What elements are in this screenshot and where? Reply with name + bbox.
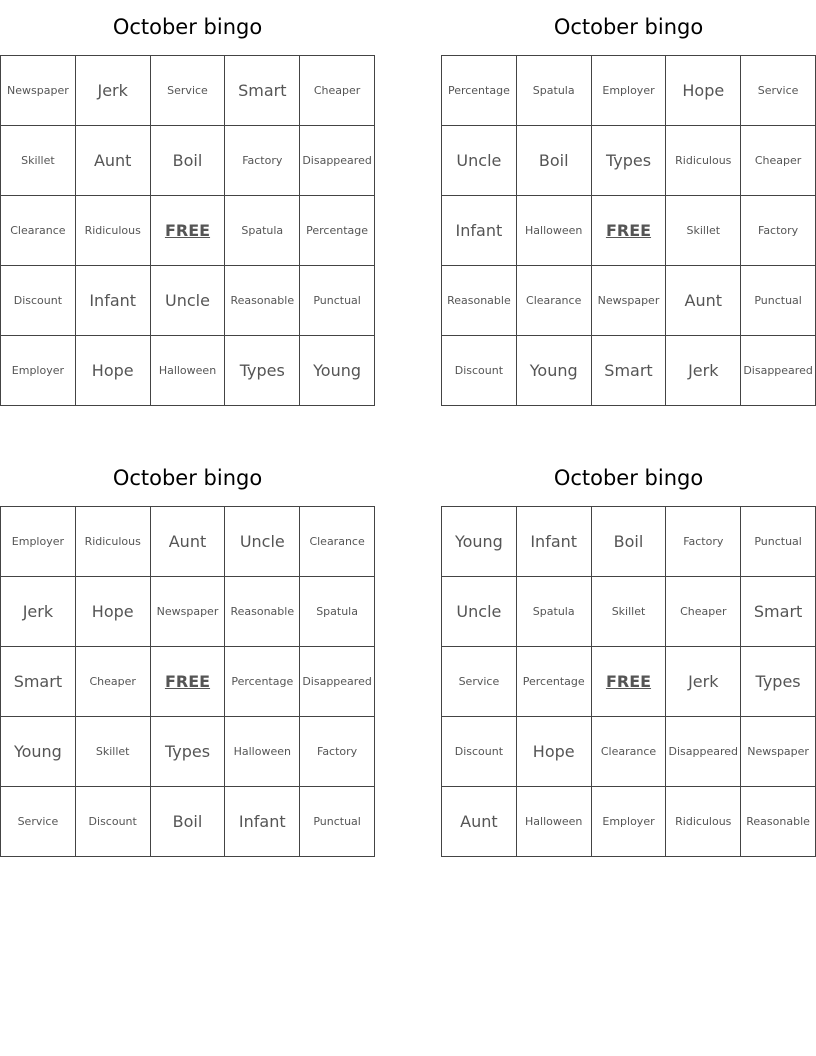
bingo-cell: Newspaper	[151, 577, 226, 647]
bingo-cell: Smart	[225, 56, 300, 126]
bingo-cell: Uncle	[151, 266, 226, 336]
bingo-cell: Discount	[1, 266, 76, 336]
bingo-cell: Young	[442, 507, 517, 577]
bingo-cell: Infant	[225, 787, 300, 857]
bingo-cell: Clearance	[592, 717, 667, 787]
bingo-cell: Aunt	[76, 126, 151, 196]
bingo-cell: Factory	[666, 507, 741, 577]
card-title: October bingo	[112, 15, 263, 39]
bingo-cell: Factory	[300, 717, 375, 787]
bingo-cell: Employer	[1, 336, 76, 406]
bingo-cell: Jerk	[666, 647, 741, 717]
bingo-cell: Service	[1, 787, 76, 857]
bingo-cell: Skillet	[666, 196, 741, 266]
bingo-cell: Service	[151, 56, 226, 126]
bingo-cell: Spatula	[517, 56, 592, 126]
bingo-cell: Infant	[517, 507, 592, 577]
card-title: October bingo	[553, 15, 704, 39]
bingo-cell: Halloween	[225, 717, 300, 787]
bingo-cell: Service	[741, 56, 816, 126]
bingo-cell: Boil	[151, 126, 226, 196]
bingo-cell: Types	[151, 717, 226, 787]
bingo-cell: Spatula	[517, 577, 592, 647]
bingo-cell: Aunt	[666, 266, 741, 336]
bingo-cell: Cheaper	[300, 56, 375, 126]
bingo-cell: Smart	[741, 577, 816, 647]
bingo-cell: Factory	[225, 126, 300, 196]
bingo-cell: Discount	[76, 787, 151, 857]
bingo-cell: Punctual	[741, 266, 816, 336]
bingo-cell: Spatula	[300, 577, 375, 647]
bingo-cell: Uncle	[225, 507, 300, 577]
bingo-cell: Ridiculous	[666, 787, 741, 857]
bingo-grid	[441, 506, 816, 857]
bingo-cell: Clearance	[1, 196, 76, 266]
bingo-grid	[0, 506, 375, 857]
bingo-cell: Disappeared	[300, 647, 375, 717]
bingo-card	[0, 0, 375, 406]
bingo-cell: Percentage	[225, 647, 300, 717]
bingo-cell: Reasonable	[741, 787, 816, 857]
bingo-cell: Ridiculous	[76, 507, 151, 577]
bingo-cell: Halloween	[517, 787, 592, 857]
bingo-cell: Halloween	[151, 336, 226, 406]
bingo-cell: Percentage	[517, 647, 592, 717]
free-space: FREE	[592, 647, 667, 717]
bingo-cell: Punctual	[300, 787, 375, 857]
bingo-cell: Ridiculous	[666, 126, 741, 196]
free-space: FREE	[592, 196, 667, 266]
bingo-cell: Skillet	[76, 717, 151, 787]
bingo-cell: Reasonable	[225, 577, 300, 647]
bingo-cell: Hope	[76, 577, 151, 647]
bingo-cell: Cheaper	[741, 126, 816, 196]
bingo-cell: Cheaper	[76, 647, 151, 717]
bingo-cell: Disappeared	[741, 336, 816, 406]
bingo-cell: Jerk	[1, 577, 76, 647]
bingo-cell: Clearance	[517, 266, 592, 336]
bingo-cell: Hope	[76, 336, 151, 406]
bingo-cell: Aunt	[442, 787, 517, 857]
bingo-cell: Types	[225, 336, 300, 406]
bingo-cell: Young	[300, 336, 375, 406]
bingo-cell: Clearance	[300, 507, 375, 577]
bingo-grid	[0, 55, 375, 406]
bingo-cell: Uncle	[442, 577, 517, 647]
bingo-cell: Percentage	[300, 196, 375, 266]
bingo-card	[441, 0, 816, 406]
bingo-cell: Skillet	[592, 577, 667, 647]
bingo-cell: Service	[442, 647, 517, 717]
bingo-cell: Newspaper	[592, 266, 667, 336]
bingo-cell: Infant	[442, 196, 517, 266]
bingo-cell: Halloween	[517, 196, 592, 266]
bingo-cell: Disappeared	[300, 126, 375, 196]
bingo-cell: Reasonable	[442, 266, 517, 336]
bingo-cell: Boil	[151, 787, 226, 857]
bingo-cell: Jerk	[666, 336, 741, 406]
bingo-cell: Employer	[592, 56, 667, 126]
bingo-cell: Punctual	[741, 507, 816, 577]
bingo-cell: Hope	[517, 717, 592, 787]
card-title: October bingo	[553, 466, 704, 490]
bingo-cell: Young	[1, 717, 76, 787]
bingo-card	[0, 451, 375, 857]
bingo-card	[441, 451, 816, 857]
bingo-cell: Punctual	[300, 266, 375, 336]
card-title: October bingo	[112, 466, 263, 490]
bingo-grid	[441, 55, 816, 406]
bingo-cell: Uncle	[442, 126, 517, 196]
bingo-cell: Employer	[1, 507, 76, 577]
bingo-cell: Smart	[1, 647, 76, 717]
bingo-cell: Boil	[592, 507, 667, 577]
bingo-cell: Discount	[442, 717, 517, 787]
bingo-cell: Skillet	[1, 126, 76, 196]
bingo-cell: Boil	[517, 126, 592, 196]
bingo-cell: Jerk	[76, 56, 151, 126]
bingo-cell: Percentage	[442, 56, 517, 126]
bingo-cell: Infant	[76, 266, 151, 336]
bingo-cell: Ridiculous	[76, 196, 151, 266]
bingo-cell: Newspaper	[1, 56, 76, 126]
bingo-cell: Cheaper	[666, 577, 741, 647]
bingo-cell: Factory	[741, 196, 816, 266]
bingo-cell: Aunt	[151, 507, 226, 577]
bingo-cell: Reasonable	[225, 266, 300, 336]
bingo-cell: Newspaper	[741, 717, 816, 787]
free-space: FREE	[151, 196, 226, 266]
bingo-cell: Disappeared	[666, 717, 741, 787]
bingo-cell: Smart	[592, 336, 667, 406]
bingo-cell: Types	[741, 647, 816, 717]
bingo-cell: Employer	[592, 787, 667, 857]
bingo-cell: Discount	[442, 336, 517, 406]
bingo-cell: Young	[517, 336, 592, 406]
bingo-cell: Types	[592, 126, 667, 196]
bingo-cell: Spatula	[225, 196, 300, 266]
free-space: FREE	[151, 647, 226, 717]
bingo-cell: Hope	[666, 56, 741, 126]
